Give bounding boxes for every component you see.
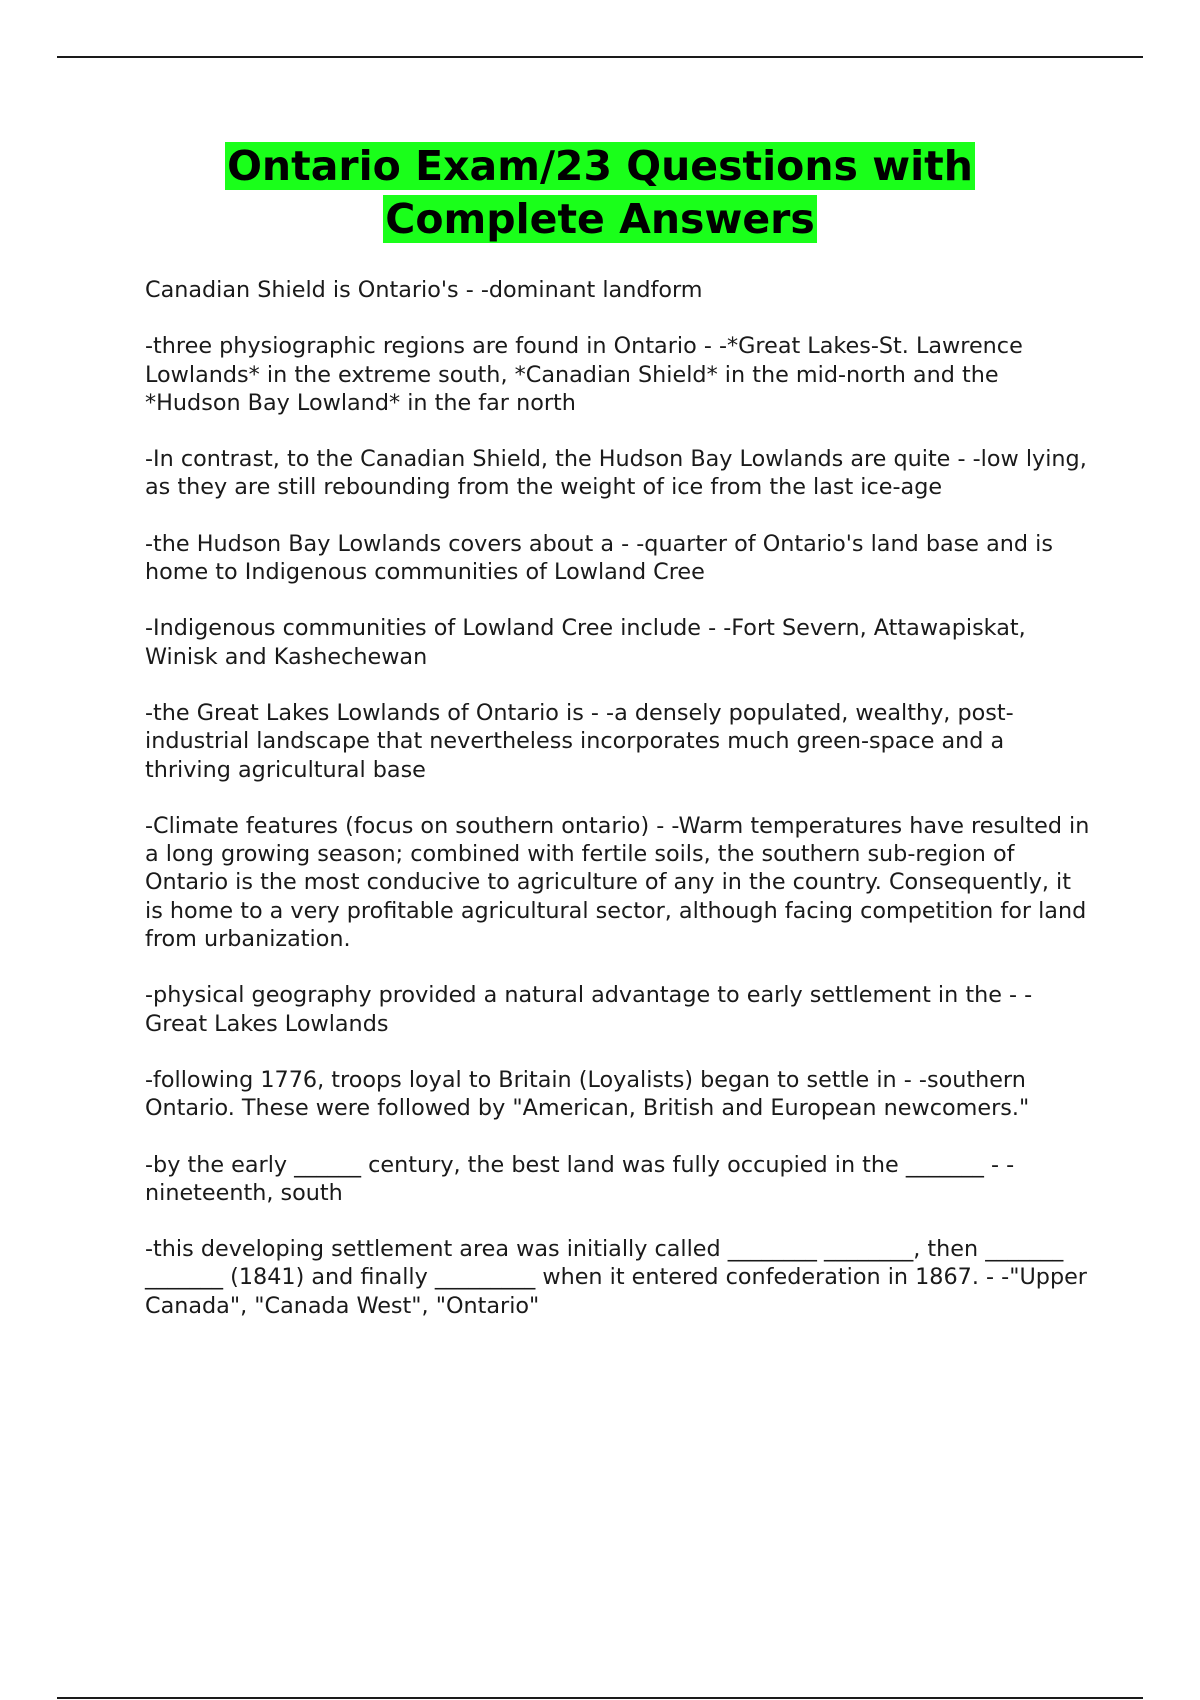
qa-item-2: -three physiographic regions are found in Ontario - -*Great Lakes-St. Lawrence Lowlands* in the extreme south, *Canadian Shield* in the mid-north and the *Hudson Bay Lowland* in the far north xyxy=(145,333,1023,416)
top-divider xyxy=(57,56,1143,58)
qa-item-10: -by the early ______ century, the best land was fully occupied in the _______ - -nineteenth, south xyxy=(145,1151,1015,1206)
qa-item-8: -physical geography provided a natural advantage to early settlement in the - -Great Lakes Lowlands xyxy=(145,982,1033,1037)
qa-item-3: -In contrast, to the Canadian Shield, the Hudson Bay Lowlands are quite - -low lying, as they are still rebounding from the weight of ice from the last ice-age xyxy=(145,446,1087,501)
qa-item-1: Canadian Shield is Ontario's - -dominant landform xyxy=(145,277,703,303)
qa-item-7: -Climate features (focus on southern ontario) - -Warm temperatures have resulted in a long growing season; combined with fertile soils, the southern sub-region of Ontario is the most conducive to agriculture of any in the country. Consequently, it is home to a very profitable agricultural sector, although facing competition for land from urbanization. xyxy=(145,812,1090,953)
bottom-divider xyxy=(57,1697,1143,1699)
question-answer-list xyxy=(145,276,1090,1348)
qa-item-5: -Indigenous communities of Lowland Cree include - -Fort Severn, Attawapiskat, Winisk and Kashechewan xyxy=(145,615,1026,670)
qa-item-11: -this developing settlement area was initially called ________ ________, then _______ _______ (1841) and finally _________ when it entered confederation in 1867. - -"Upper Canada", "Canada West", "Ontario" xyxy=(145,1236,1087,1319)
page-title-line-2: Complete Answers xyxy=(385,195,815,243)
qa-item-9: -following 1776, troops loyal to Britain (Loyalists) began to settle in - -southern Ontario. These were followed by "American, British and European newcomers." xyxy=(145,1066,1030,1122)
qa-item-6: -the Great Lakes Lowlands of Ontario is - -a densely populated, wealthy, post-industrial landscape that nevertheless incorporates much green-space and a thriving agricultural base xyxy=(145,699,1014,783)
qa-item-4: -the Hudson Bay Lowlands covers about a - -quarter of Ontario's land base and is home to Indigenous communities of Lowland Cree xyxy=(145,530,1053,586)
page-title xyxy=(100,140,1100,246)
page-title-line-1: Ontario Exam/23 Questions with xyxy=(227,142,973,190)
